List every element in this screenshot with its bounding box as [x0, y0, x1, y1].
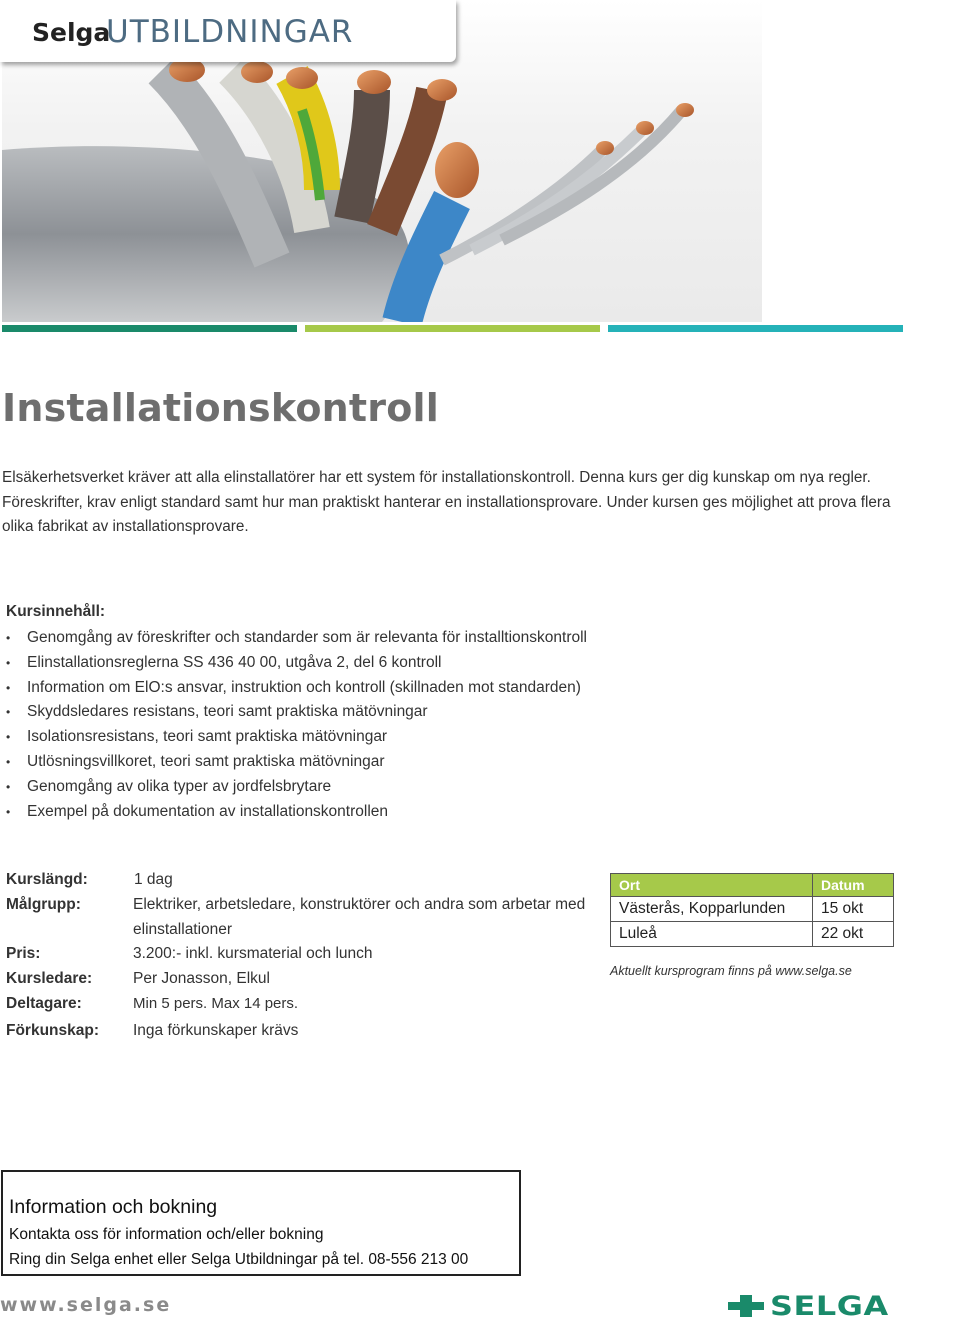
brand-division: UTBILDNINGAR [106, 14, 354, 50]
table-row [611, 922, 894, 947]
list-item: • Genomgång av föreskrifter och standarder som är relevanta för installtionskontroll [6, 626, 706, 651]
list-item: • Utlösningsvillkoret, teori samt praktiska mätövningar [6, 750, 706, 775]
accent-stripe-teal [608, 325, 903, 332]
table-cell: Västerås, Kopparlunden [611, 897, 813, 922]
list-item: • Exempel på dokumentation av installationskontrollen [6, 800, 706, 825]
column-header-ort: Ort [611, 874, 813, 897]
list-item: • Genomgång av olika typer av jordfelsbrytare [6, 775, 706, 800]
info-line: Kontakta oss för information och/eller bokning [9, 1226, 324, 1243]
course-content-heading: Kursinnehåll: [6, 603, 106, 620]
bullet-icon: • [6, 631, 11, 645]
table-row [611, 897, 894, 922]
bullet-icon: • [6, 804, 11, 819]
brand-name: Selga [32, 18, 111, 47]
list-item: • Information om ElO:s ansvar, instruktion och kontroll (skillnaden mot standarden) [6, 676, 706, 701]
intro-text: Elsäkerhetsverket kräver att alla elinstallatörer har ett system för installationskontroll. Denna kurs ger dig kunskap om nya regler. Föreskrifter, krav enligt standard samt hur man praktiskt hanterar en installationsprovare. Under kursen ges möjlighet att prova flera olika fabrikat av installationsprovare. [2, 469, 891, 536]
logo-wordmark: SELGA [770, 1290, 889, 1322]
accent-stripe-lime [305, 325, 600, 332]
fact-value: 3.200:- inkl. kursmaterial och lunch [133, 945, 373, 963]
fact-label: Kursledare: [6, 970, 93, 988]
fact-label: Målgrupp: [6, 895, 81, 913]
fact-label: Förkunskap: [6, 1021, 100, 1039]
brand-header [0, 0, 456, 62]
info-phone-line: Ring din Selga enhet eller Selga Utbildningar på tel. 08-556 213 00 [9, 1251, 469, 1268]
bullet-icon: • [6, 680, 11, 695]
fact-target-group [6, 893, 606, 943]
selga-logo [728, 1290, 889, 1322]
list-item: • Skyddsledares resistans, teori samt praktiska mätövningar [6, 700, 706, 725]
fact-price [6, 942, 606, 967]
fact-value: Inga förkunskaper krävs [133, 1021, 299, 1039]
bullet-icon: • [6, 705, 11, 720]
fact-label: Pris: [6, 945, 41, 963]
table-header-row [611, 874, 894, 897]
table-cell: 22 okt [813, 922, 894, 947]
list-item: • Elinstallationsreglerna SS 436 40 00, utgåva 2, del 6 kontroll [6, 651, 706, 676]
schedule-note: Aktuellt kursprogram finns på www.selga.se [610, 964, 852, 978]
fact-value: Elektriker, arbetsledare, konstruktörer och andra som arbetar med elinstallationer [133, 895, 586, 938]
accent-stripe-green [2, 325, 297, 332]
fact-value: 1 dag [134, 871, 173, 888]
fact-value: Per Jonasson, Elkul [133, 970, 270, 988]
course-facts [6, 868, 606, 1044]
fact-label: Deltagare: [6, 994, 82, 1012]
schedule-table [610, 873, 894, 947]
fact-length [6, 868, 606, 893]
selga-logo-icon [728, 1295, 766, 1317]
info-title: Information och bokning [9, 1196, 218, 1218]
fact-participants [6, 992, 606, 1017]
bullet-icon: • [6, 730, 11, 745]
course-content-list [6, 626, 706, 824]
column-header-datum: Datum [813, 874, 894, 897]
fact-instructor [6, 967, 606, 992]
bullet-icon: • [6, 655, 11, 670]
fact-prerequisites [6, 1019, 606, 1044]
fact-value: Min 5 pers. Max 14 pers. [133, 994, 299, 1012]
table-cell: 15 okt [813, 897, 894, 922]
table-cell: Luleå [611, 922, 813, 947]
info-booking-box [1, 1170, 521, 1276]
footer-url[interactable]: www.selga.se [0, 1294, 172, 1316]
bullet-icon: • [6, 779, 11, 794]
page-title: Installationskontroll [2, 386, 439, 430]
fact-label: Kurslängd: [6, 871, 88, 888]
bullet-icon: • [6, 754, 11, 769]
list-item: • Isolationsresistans, teori samt praktiska mätövningar [6, 725, 706, 750]
